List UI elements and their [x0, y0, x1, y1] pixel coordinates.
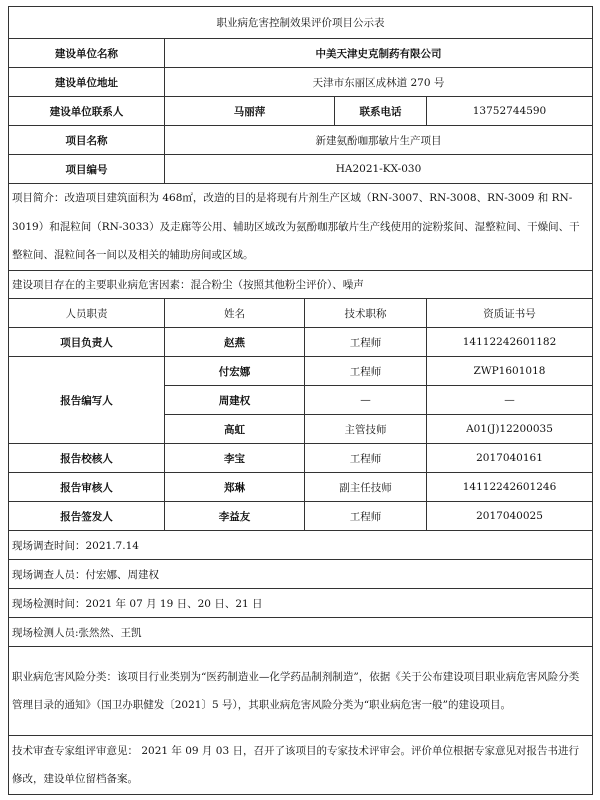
- cert-cell: 14112242601246: [427, 473, 593, 502]
- col-header-title: 技术职称: [305, 299, 427, 328]
- contact-label: 建设单位联系人: [9, 97, 165, 126]
- table-row: [9, 444, 593, 473]
- role-cell: 项目负责人: [9, 328, 165, 357]
- table-row: [9, 357, 593, 386]
- test-time: 现场检测时间：2021 年 07 月 19 日、20 日、21 日: [9, 589, 593, 618]
- unit-name-label: 建设单位名称: [9, 39, 165, 68]
- role-cell: 报告签发人: [9, 502, 165, 531]
- test-staff: 现场检测人员:张然然、王凯: [9, 618, 593, 647]
- title-cell: —: [305, 386, 427, 415]
- project-name-label: 项目名称: [9, 126, 165, 155]
- phone-label: 联系电话: [335, 97, 427, 126]
- unit-address-label: 建设单位地址: [9, 68, 165, 97]
- title-cell: 工程师: [305, 328, 427, 357]
- expert-review: 技术审查专家组评审意见： 2021 年 09 月 03 日，召开了该项目的专家技术评审会。评价单位根据专家意见对报告书进行修改，建设单位留档备案。: [9, 736, 593, 795]
- role-cell: 报告审核人: [9, 473, 165, 502]
- hazard-factors: 建设项目存在的主要职业病危害因素：混合粉尘（按照其他粉尘评价）、噪声: [9, 271, 593, 299]
- unit-name: 中美天津史克制药有限公司: [165, 39, 593, 68]
- name-cell: 高虹: [165, 415, 305, 444]
- cert-cell: 2017040025: [427, 502, 593, 531]
- cert-cell: A01(J)12200035: [427, 415, 593, 444]
- contact-name: 马丽萍: [165, 97, 335, 126]
- name-cell: 郑琳: [165, 473, 305, 502]
- project-no: HA2021-KX-030: [165, 155, 593, 184]
- role-cell: 报告校核人: [9, 444, 165, 473]
- title-cell: 工程师: [305, 502, 427, 531]
- cert-cell: ZWP1601018: [427, 357, 593, 386]
- survey-time: 现场调查时间：2021.7.14: [9, 531, 593, 560]
- col-header-role: 人员职责: [9, 299, 165, 328]
- survey-staff: 现场调查人员：付宏娜、周建权: [9, 560, 593, 589]
- title-cell: 主管技师: [305, 415, 427, 444]
- cert-cell: 2017040161: [427, 444, 593, 473]
- project-name: 新建氨酚咖那敏片生产项目: [165, 126, 593, 155]
- name-cell: 周建权: [165, 386, 305, 415]
- project-intro: 项目简介：改造项目建筑面积为 468㎡，改造的目的是将现有片剂生产区域（RN-3007、RN-3008、RN-3009 和 RN-3019）和混粒间（RN-3033）及走廊等公用、辅助区域改为氨酚咖那敏片生产线使用的淀粉浆间、湿整粒间、干燥间、干整粒间、混粒间各一间以及相关的辅助房间或区域。: [9, 184, 593, 271]
- project-no-label: 项目编号: [9, 155, 165, 184]
- cert-cell: 14112242601182: [427, 328, 593, 357]
- role-cell: 报告编写人: [9, 357, 165, 444]
- phone-value: 13752744590: [427, 97, 593, 126]
- name-cell: 李宝: [165, 444, 305, 473]
- table-row: [9, 473, 593, 502]
- name-cell: 付宏娜: [165, 357, 305, 386]
- table-row: [9, 502, 593, 531]
- title-cell: 工程师: [305, 357, 427, 386]
- col-header-name: 姓名: [165, 299, 305, 328]
- document-title: 职业病危害控制效果评价项目公示表: [9, 7, 593, 39]
- name-cell: 赵燕: [165, 328, 305, 357]
- unit-address: 天津市东丽区成林道 270 号: [165, 68, 593, 97]
- disclosure-table: [8, 6, 593, 795]
- table-row: [9, 328, 593, 357]
- name-cell: 李益友: [165, 502, 305, 531]
- title-cell: 工程师: [305, 444, 427, 473]
- risk-classification: 职业病危害风险分类：该项目行业类别为“医药制造业—化学药品制剂制造”，依据《关于公布建设项目职业病危害风险分类管理目录的通知》（国卫办职健发〔2021〕5 号），其职业病危害风险分类为“职业病危害一般”的建设项目。: [9, 647, 593, 736]
- col-header-cert: 资质证书号: [427, 299, 593, 328]
- cert-cell: —: [427, 386, 593, 415]
- title-cell: 副主任技师: [305, 473, 427, 502]
